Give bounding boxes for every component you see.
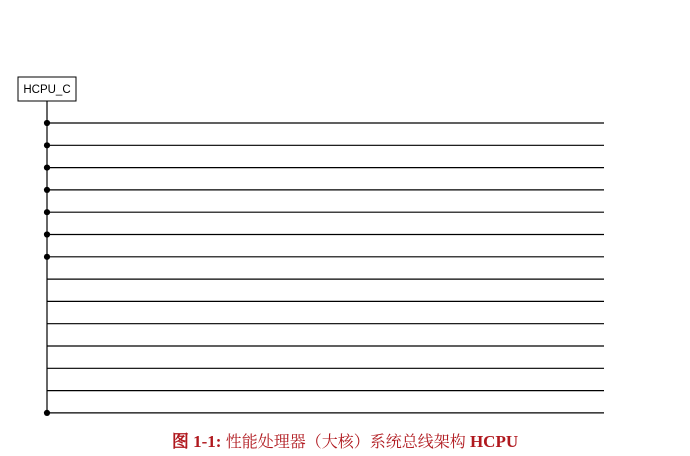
figure-caption	[0, 427, 690, 452]
junction-hcpu-c-hp-ram0	[44, 120, 50, 126]
junction-hcpu-c-hp-ram4	[44, 209, 50, 215]
junction-hcpu-c-hp2a	[44, 254, 50, 260]
junction-hcpu-c-hp-ram1	[44, 142, 50, 148]
junction-hcpu-c-hp-ram3	[44, 187, 50, 193]
master-label-hcpu-c: HCPU_C	[23, 84, 71, 96]
junction-hcpu-c-hp-ram2	[44, 165, 50, 171]
figure-number: 图 1-1:	[171, 432, 222, 451]
junction-hcpu-c-hp2lp	[44, 410, 50, 416]
figure-subject: HCPU	[469, 432, 519, 451]
junction-hcpu-c-hp-ram5	[44, 231, 50, 237]
figure-title: 性能处理器（大核）系统总线架构	[225, 432, 466, 451]
